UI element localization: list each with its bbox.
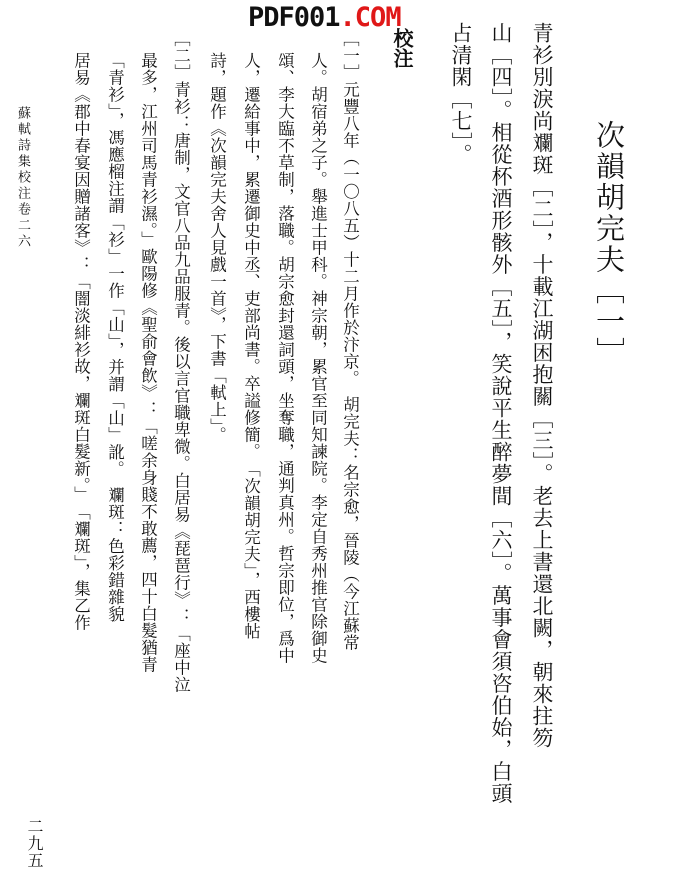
note-line: 居易《郡中春宴因贈諸客》：「闇淡緋衫故，斕斑白髮新。」 「斕斑」，集乙作: [71, 52, 91, 631]
watermark-part-a: PDF001: [248, 2, 340, 33]
note-line: 人，遷給事中，累遷御史中丞、吏部尚書。卒謚修簡。 「次韻胡完夫」，西樓帖: [241, 52, 261, 640]
poem-line: 山［四］。相從杯酒形骸外［五］，笑說平生醉夢間［六］。萬事會須咨伯始，白頭: [489, 22, 513, 805]
running-head: 蘇軾詩集校注卷二六: [15, 106, 30, 250]
poem-line: 占清閑［七］。: [449, 22, 473, 166]
watermark-part-b: .COM: [339, 2, 401, 33]
notes-heading: 校注: [390, 28, 414, 68]
page-number: 二九五: [25, 818, 44, 869]
note-line: 頌、李大臨不草制，落職。胡宗愈封還詞頭，坐奪職，通判真州。哲宗即位，爲中: [275, 52, 295, 664]
note-line: 人。胡宿弟之子。舉進士甲科。神宗朝，累官至同知諫院。李定自秀州推官除御史: [308, 52, 328, 664]
note-line: 最多，江州司馬青衫濕。」歐陽修《聖俞會飲》：「嗟余身賤不敢薦，四十白髮猶青: [138, 52, 158, 673]
note-line: 詩，題作《次韻完夫舍人見戲一首》，下書「軾上」。: [207, 52, 227, 444]
watermark: [248, 2, 401, 33]
note-line: ［一］元豐八年（一〇八五）十二月作於汴京。 胡完夫：名宗愈，晉陵（今江蘇常: [340, 30, 360, 651]
poem-title: 次韻胡完夫［一］: [592, 120, 626, 368]
poem-line: 青衫別淚尚斕斑［二］，十載江湖困抱關［三］。老去上書還北闕，朝來拄笏: [530, 22, 554, 749]
note-line: 「青衫」，馮應榴注謂「衫」一作「山」，并謂「山」訛。 斕斑：色彩錯雜貌: [105, 52, 125, 623]
note-line: ［二］青衫：唐制，文官八品九品服青。後以言官職卑微。白居易《琵琶行》：「座中泣: [171, 30, 191, 693]
